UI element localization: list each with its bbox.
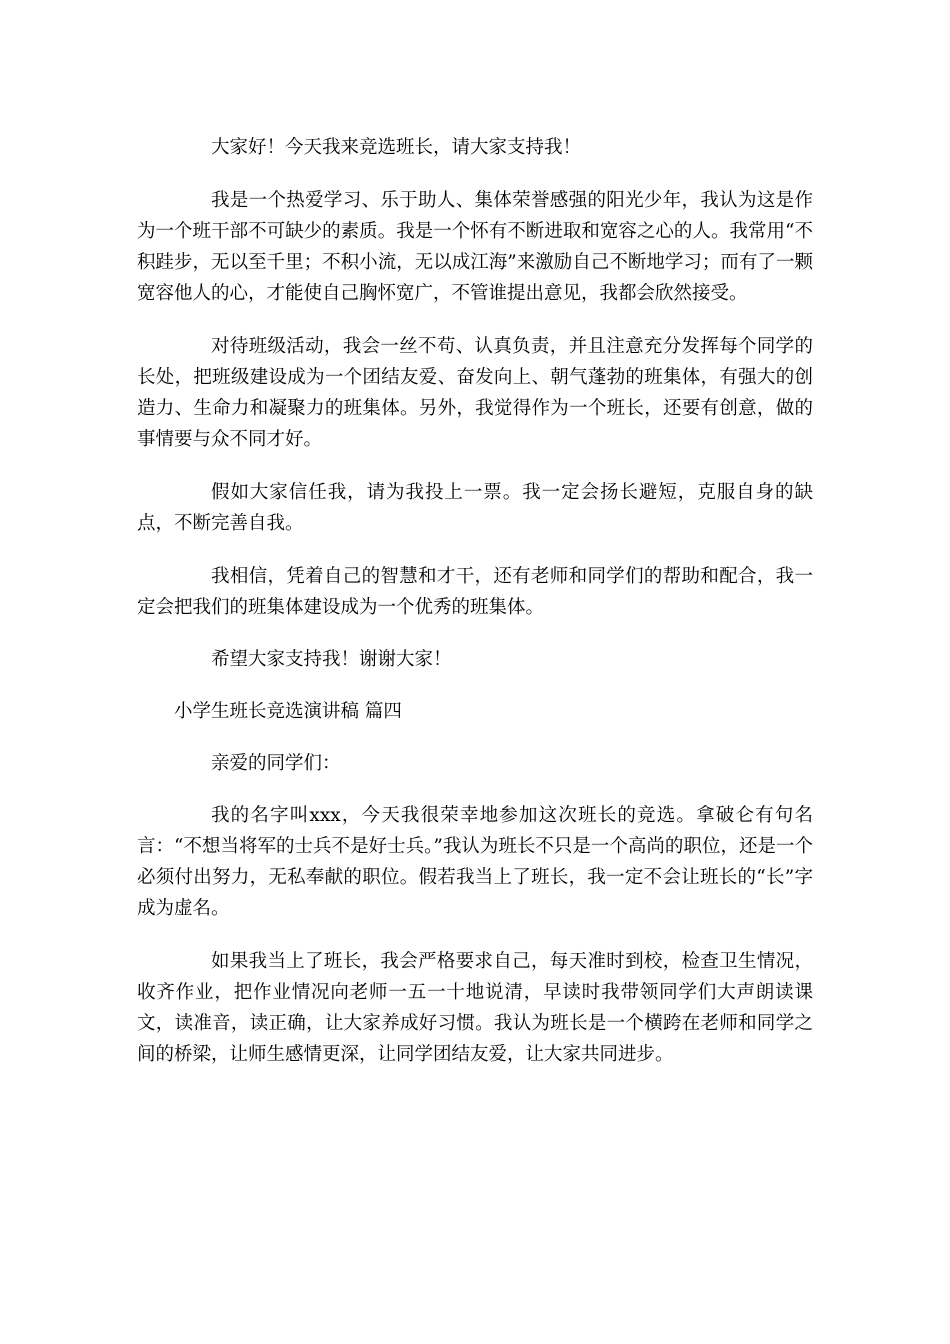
document-page [137, 132, 813, 1070]
paragraph-greeting: 大家好！今天我来竞选班长，请大家支持我！ [211, 137, 582, 158]
paragraph-self-intro: 我是一个热爱学习、乐于助人、集体荣誉感强的阳光少年，我认为这是作为一个班干部不可缺少的素质。我是一个怀有不断进取和宽容之心的人。我常用“不积跬步，无以至千里；不积小流，无以成江海”来激励自己不断地学习；而有了一颗宽容他人的心，才能使自己胸怀宽广，不管谁提出意见，我都会欣然接受。 [137, 190, 813, 304]
paragraph-vote-request: 假如大家信任我，请为我投上一票。我一定会扬长避短，克服自身的缺点，不断完善自我。 [137, 482, 813, 534]
paragraph-duties: 如果我当上了班长，我会严格要求自己，每天准时到校，检查卫生情况，收齐作业，把作业情况向老师一五一十地说清，早读时我带领同学们大声朗读课文，读准音，读正确，让大家养成好习惯。我认为班长是一个横跨在老师和同学之间的桥梁，让师生感情更深，让同学团结友爱，让大家共同进步。 [137, 951, 813, 1065]
paragraph-name-intro: 我的名字叫xxx，今天我很荣幸地参加这次班长的竞选。拿破仑有句名言：“不想当将军的士兵不是好士兵。”我认为班长不只是一个高尚的职位，还是一个必须付出努力，无私奉献的职位。假若我当上了班长，我一定不会让班长的“长”字成为虚名。 [137, 805, 813, 919]
section-title: 小学生班长竞选演讲稿 篇四 [174, 701, 402, 722]
paragraph-class-activities: 对待班级活动，我会一丝不苟、认真负责，并且注意充分发挥每个同学的长处，把班级建设成为一个团结友爱、奋发向上、朝气蓬勃的班集体，有强大的创造力、生命力和凝聚力的班集体。另外，我觉得作为一个班长，还要有创意，做的事情要与众不同才好。 [137, 336, 813, 450]
paragraph-salutation: 亲爱的同学们： [211, 753, 341, 774]
paragraph-belief: 我相信，凭着自己的智慧和才干，还有老师和同学们的帮助和配合，我一定会把我们的班集体建设成为一个优秀的班集体。 [137, 566, 813, 618]
paragraph-thanks: 希望大家支持我！谢谢大家！ [211, 649, 452, 670]
